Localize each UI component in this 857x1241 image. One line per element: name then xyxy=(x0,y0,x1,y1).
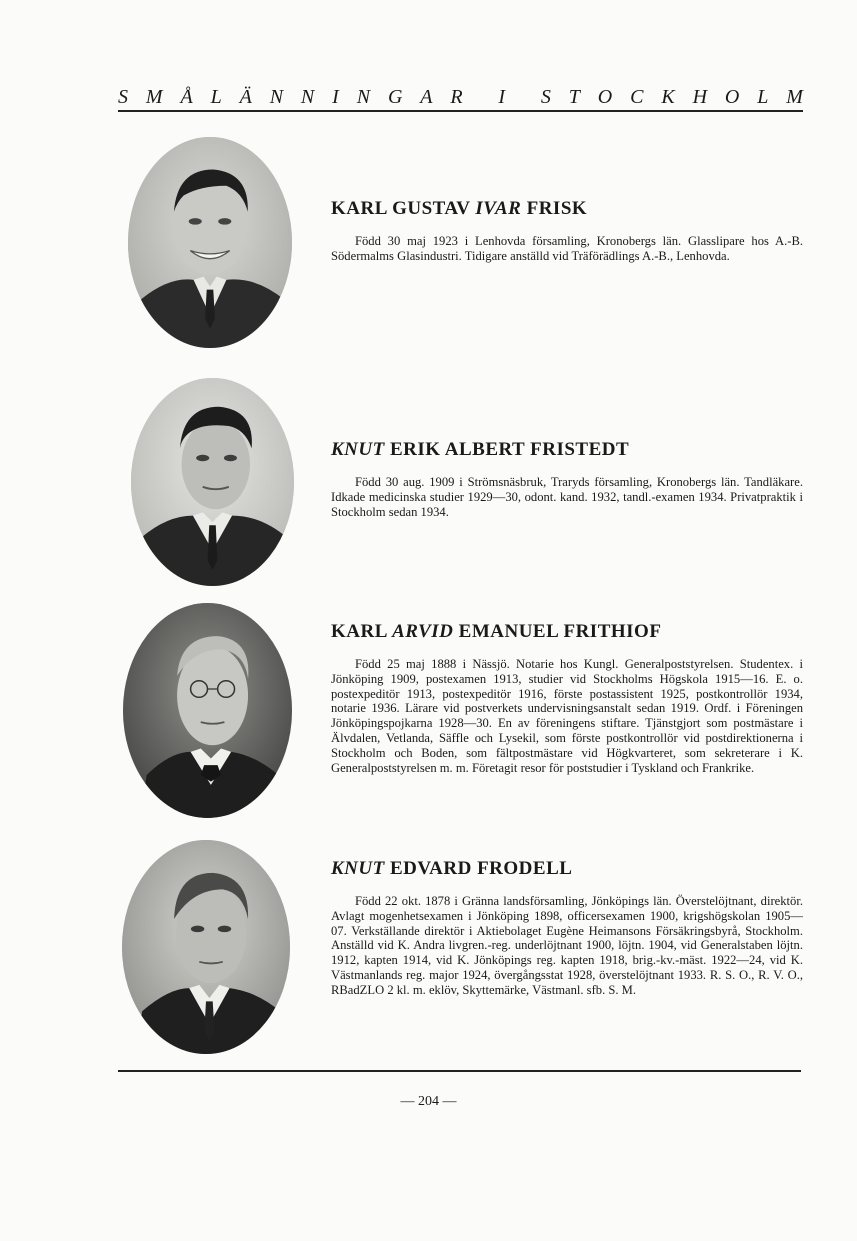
biography-entry xyxy=(331,439,803,519)
given-name: IVAR xyxy=(475,198,522,219)
header-letter: S xyxy=(118,86,128,108)
header-letter: N xyxy=(356,86,371,108)
biography-text: Född 30 aug. 1909 i Strömsnäsbruk, Traryds församling, Kronobergs län. Tandläkare. Idkade medicinska studier 1929—30, odont. kand. 1932, tandl.-examen 1934. Privatpraktik i Stockholm sedan 1934. xyxy=(331,475,803,519)
footer-rule xyxy=(118,1070,801,1072)
portrait-photo xyxy=(128,137,292,348)
header-letter: K xyxy=(661,86,675,108)
header-letter: T xyxy=(568,86,580,108)
header-letter: M xyxy=(786,86,803,108)
header-letter: Å xyxy=(180,86,193,108)
portrait-image xyxy=(123,603,292,818)
header-letter: O xyxy=(724,86,740,108)
header-letter: C xyxy=(630,86,644,108)
name-part: ERIK ALBERT FRISTEDT xyxy=(384,439,630,460)
portrait-image xyxy=(128,137,292,348)
name-part: KARL GUSTAV xyxy=(331,198,476,219)
biography-entry xyxy=(331,858,803,998)
biography-text: Född 25 maj 1888 i Nässjö. Notarie hos Kungl. Generalpoststyrelsen. Studentex. i Jönköping 1909, postexamen 1913, studier vid Stockholms Högskola 1915—16. E. o. postexpeditör 1913, postexpeditör 1916, förste postassistent 1925, postkontrollör 1934, notarie 1936. Lärare vid postverkets undervisningsanstalt sedan 1919. Ordf. i Föreningen Jönköpingspojkarna 1928—30. En av föreningens stiftare. Tjänstgjort som postmästare i Älvdalen, Vetlanda, Säffle och Lysekil, som förste postkontrollör vid postdirektionerna i Stockholm och Boden, som fältpostmästare vid Högkvarteret, som sekreterare i K. Generalpoststyrelsen m. m. Företagit resor för poststudier i Tyskland och Frankrike. xyxy=(331,657,803,775)
page-number: — 204 — xyxy=(400,1094,457,1109)
header-letter: I xyxy=(332,86,339,108)
portrait-image xyxy=(131,378,294,586)
biography-entry xyxy=(331,621,803,775)
header-letter: H xyxy=(692,86,708,108)
header-letter: N xyxy=(300,86,315,108)
name-part: FRISK xyxy=(521,198,588,219)
header-letter: M xyxy=(145,86,163,108)
portrait-image xyxy=(122,840,290,1054)
header-letter: L xyxy=(210,86,222,108)
name-part: EDVARD FRODELL xyxy=(384,858,573,879)
biography-text: Född 30 maj 1923 i Lenhovda församling, Kronobergs län. Glasslipare hos A.-B. Södermalms Glasindustri. Tidigare anställd vid Träförädlings A.-B., Lenhovda. xyxy=(331,234,803,263)
person-name xyxy=(331,858,803,880)
portrait-photo xyxy=(122,840,290,1054)
given-name: ARVID xyxy=(392,621,454,642)
portrait-photo xyxy=(123,603,292,818)
header-letter: G xyxy=(387,86,403,108)
person-name xyxy=(331,439,803,461)
header-letter: A xyxy=(420,86,433,108)
biography-text: Född 22 okt. 1878 i Gränna landsförsamling, Jönköpings län. Överstelöjtnant, direktör. Avlagt mogenhetsexamen i Jönköping 1898, officersexamen 1900, krigshögskolan 1905—07. Verkställande direktör i Aktiebolaget Eugène Heimansons Försäkringsbyrå, Stockholm. Anställd vid K. Andra livgren.-reg. underlöjtnant 1900, löjtn. 1904, vid Generalstaben löjtn. 1912, kapten 1914, vid K. Jönköpings reg. kapten 1918, brig.-kv.-mäst. 1922—24, vid K. Västmanlands reg. major 1924, övergångsstat 1928, överstelöjtnant 1933. R. S. O., R. V. O., RBadZLO 2 kl. m. eklöv, Skyttemärke, Västmanl. sfb. S. M. xyxy=(331,894,803,997)
person-name xyxy=(331,621,803,643)
header-letter: I xyxy=(498,86,506,108)
header-rule xyxy=(118,110,803,112)
name-part: KARL xyxy=(331,621,393,642)
person-name xyxy=(331,198,803,220)
name-part: EMANUEL FRITHIOF xyxy=(453,621,662,642)
header-letter: O xyxy=(597,86,613,108)
header-letter: Ä xyxy=(239,86,252,108)
header-letter: S xyxy=(540,86,551,108)
header-letter: L xyxy=(757,86,769,108)
running-header xyxy=(118,86,803,109)
biography-entry xyxy=(331,198,803,264)
portrait-photo xyxy=(131,378,294,586)
given-name: KNUT xyxy=(331,858,385,879)
header-letter: R xyxy=(450,86,463,108)
given-name: KNUT xyxy=(331,439,385,460)
header-letter: N xyxy=(269,86,284,108)
